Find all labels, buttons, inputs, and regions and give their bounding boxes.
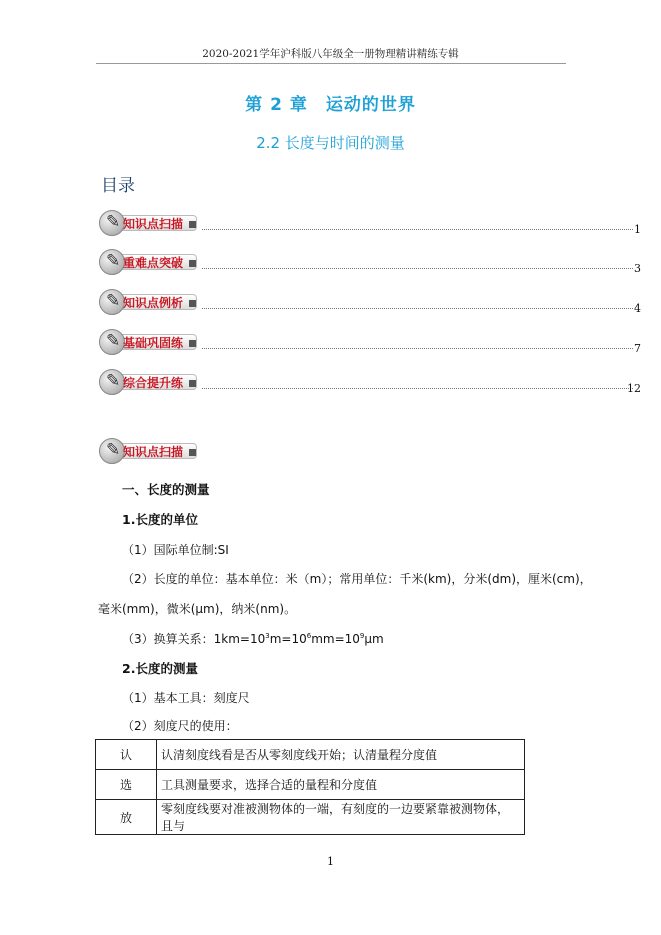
table-row [96,770,525,800]
section-title: 2.2 长度与时间的测量 [256,134,405,152]
toc-item[interactable] [99,288,641,316]
toc-item-label: 知识点例析 [123,296,184,310]
pen-icon: ✎ [99,249,125,275]
toc-item-label: 综合提升练 [123,376,184,390]
toc-leader [202,388,633,389]
toc-page-number: 3 [634,262,641,275]
toc-item[interactable] [99,248,641,276]
toc-leader [202,348,633,349]
table-cell-text: 认清刻度线看是否从零刻度线开始；认清量程分度值 [157,740,525,770]
pen-icon: ✎ [99,329,125,355]
section-badge [99,437,209,465]
ruler-usage-table [95,739,525,835]
toc-badge [99,248,202,276]
paragraph-si: （1）国际单位制:SI [122,543,229,557]
toc-badge [99,368,202,396]
heading-length-units: 1.长度的单位 [122,512,198,527]
chapter-title: 第 2 章 运动的世界 [245,95,416,115]
toc-badge [99,288,202,316]
paragraph-conversion: （3）换算关系：$1km=10^3m=10^6mm=10^9\mu m$ [122,632,384,646]
table-row [96,740,525,770]
toc-page-number: 12 [627,382,641,395]
page-number: 1 [327,855,334,868]
toc-badge [99,209,202,237]
toc-leader [202,308,633,309]
toc-title: 目录 [101,176,135,196]
table-cell-key: 认 [96,740,157,770]
toc-item-label: 重难点突破 [123,256,184,270]
paragraph-units-cont: 毫米(mm)，微米(μm)，纳米(nm)。 [98,602,297,616]
table-cell-key: 放 [96,800,157,835]
page-header: 2020-2021学年沪科版八年级全一册物理精讲精练专辑 [202,48,459,60]
toc-badge [99,328,202,356]
toc-leader [202,268,633,269]
toc-item-label: 基础巩固练 [123,336,184,350]
table-row [96,800,525,835]
table-cell-text: 工具测量要求，选择合适的量程和分度值 [157,770,525,800]
heading-length-measurement: 一、长度的测量 [122,482,210,497]
toc-leader [202,229,633,230]
toc-page-number: 1 [634,223,641,236]
heading-length-measuring: 2.长度的测量 [122,661,198,676]
toc-item-label: 知识点扫描 [123,217,184,231]
paragraph-tool: （1）基本工具：刻度尺 [122,691,250,705]
table-cell-key: 选 [96,770,157,800]
toc-page-number: 4 [634,302,641,315]
pen-icon: ✎ [99,369,125,395]
pen-icon: ✎ [99,210,125,236]
paragraph-units: （2）长度的单位：基本单位：米（m）；常用单位：千米(km)，分米(dm)，厘米(cm)， [122,572,592,586]
toc-page-number: 7 [634,342,641,355]
pen-icon: ✎ [99,289,125,315]
section-badge-label: 知识点扫描 [123,445,184,459]
table-cell-text: 零刻度线要对准被测物体的一端，有刻度的一边要紧靠被测物体，且与 [157,800,525,835]
toc-item[interactable] [99,328,641,356]
toc-item[interactable] [99,209,641,237]
toc-item[interactable] [99,368,641,396]
pen-icon: ✎ [99,438,125,464]
header-divider [96,63,566,64]
paragraph-ruler-use: （2）刻度尺的使用： [122,719,238,733]
